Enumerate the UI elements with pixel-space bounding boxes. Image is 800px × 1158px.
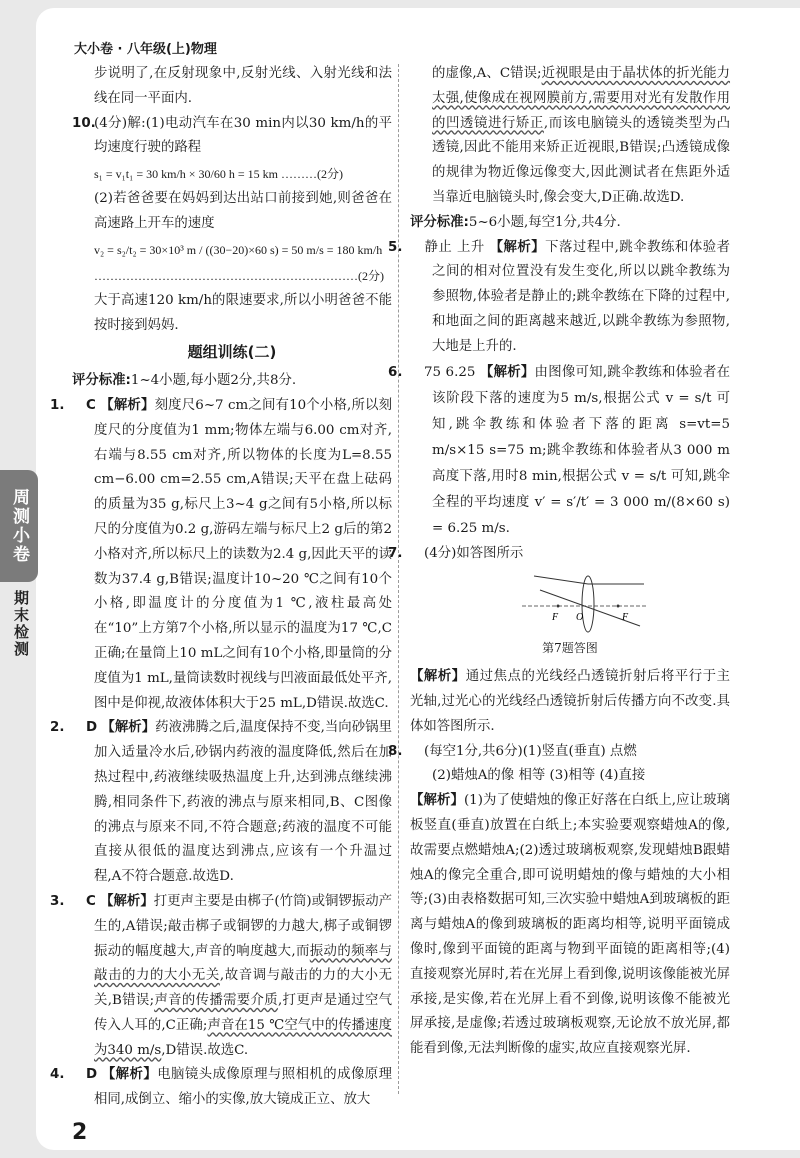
analysis-tag: 【解析】: [410, 793, 464, 809]
analysis-text: 电脑镜头成像原理与照相机的成像原理相同,成倒立、缩小的实像,放大镜成正立、放大: [94, 1067, 393, 1108]
question-2: [50, 716, 392, 890]
question-number: 10.: [72, 115, 96, 131]
analysis-text: ,故音调与敲击的力的大小无关,B错误;: [94, 968, 392, 1009]
column-divider: [398, 64, 400, 1094]
analysis-text: (1)为了使蜡烛的像正好落在白纸上,应让玻璃板竖直(垂直)放置在白纸上;本实验要观察蜡烛A的像,故需要点燃蜡烛A;(2)透过玻璃板观察,发现蜡烛B跟蜡烛A的像完全重合,即可说明蜡烛的像与蜡烛的大小相等;(3)由表格数据可知,三次实验中蜡烛A到玻璃板的距离与蜡烛A的像到玻璃板的距离均相等,说明平面镜成像时,像到平面镜的距离与物到平面镜的距离相等;(4)直接观察光屏时,若在光屏上看到像,说明该像能被光屏承接,是实像,若在光屏上看不到像,说明该像不能被光屏承接,是虚像;若透过玻璃板观察,无论放不放光屏,都能看到像,无法判断像的虚实,故应直接观察光屏.: [410, 793, 731, 1057]
figure-caption: 第7题答图: [542, 641, 598, 656]
analysis-text: ,打更声是通过空气传入人耳的,C正确;: [94, 993, 393, 1033]
q10-intro: (4分)解:(1)电动汽车在30 min内以30 km/h的平均速度行驶的路程: [94, 115, 392, 156]
question-number: 1.: [50, 397, 65, 413]
side-tab-final[interactable]: 期末检测: [12, 590, 30, 658]
section-title: 题组训练(二): [187, 343, 277, 362]
scoring-text: 1~4小题,每小题2分,共8分.: [130, 373, 297, 389]
focal-label-left: F: [552, 612, 559, 624]
question-number: 4.: [50, 1067, 65, 1083]
side-tab-weekly[interactable]: 周测小卷: [0, 470, 38, 582]
key-point-underline: 振动的频率与敲击的力的大小无关: [94, 943, 393, 984]
answer-line-2: (2)蜡烛A的像 相等 (3)相等 (4)直接: [432, 768, 646, 784]
scoring-text: 5~6小题,每空1分,共4分.: [468, 214, 621, 230]
q10-formula-1: s₁ = v₁t₁ = 30 km/h × 30/60 h = 15 km ………(2分): [94, 167, 343, 182]
analysis-text: 药液沸腾之后,温度保持不变,当向砂锅里加入适量冷水后,砂锅内药液的温度降低,然后在加热过程中,药液继续吸热温度上升,达到沸点继续沸腾,相同条件下,药液的沸点与原来相同,B、C图像的沸点与原来不同,不符合题意;药液的温度不可能直接从很低的温度达到沸点,应该有一个升温过程,A不符合题意.故选D.: [94, 720, 392, 885]
key-point-underline: 近视眼是由于晶状体的折光能力太强,使像成在视网膜前方,需要用对光有发散作用的凹透镜进行矫正: [432, 66, 731, 131]
question-1: [50, 394, 393, 716]
question-number: 5.: [388, 239, 403, 255]
key-point-underline: 声音的传播需要介质: [154, 993, 278, 1009]
continued-text: 步说明了,在反射现象中,反射光线、入射光线和法线在同一平面内.: [94, 66, 392, 106]
question-number: 7.: [388, 545, 403, 561]
analysis-text: 由图像可知,跳伞教练和体验者在该阶段下落的速度为5 m/s,根据公式 v = s/t 可知,跳伞教练和体验者下落的距离 s=vt=5 m/s×15 s=75 m;跳伞教练和体验者从3 000 m高度下落,用时8 min,根据公式 v = s/t 可知,跳伞全程的平均速度 v′ = s′/t′ = 3 000 m/(8×60 s) = 6.25 m/s.: [432, 364, 730, 536]
answer: D: [86, 1067, 98, 1083]
page-number: 2: [72, 1120, 88, 1145]
question-10: [72, 112, 392, 162]
incident-ray: [534, 576, 588, 584]
question-8: [388, 740, 730, 765]
scoring-standard: [410, 211, 730, 236]
question-5: [388, 236, 730, 360]
center-label: O: [576, 612, 584, 624]
question-6: [388, 360, 730, 542]
answer: D: [86, 720, 98, 736]
question-4-continued: [410, 62, 730, 211]
answer: C: [86, 893, 96, 909]
question-text: (4分)如答图所示: [424, 545, 524, 561]
scoring-label: 评分标准:: [72, 373, 131, 389]
analysis-tag: 【解析】: [489, 239, 546, 255]
analysis-tag: 【解析】: [479, 364, 535, 380]
analysis-text: 通过焦点的光线经凸透镜折射后将平行于主光轴,过光心的光线经凸透镜折射后传播方向不改变.具体如答图所示.: [410, 669, 731, 734]
q10-conclusion: 大于高速120 km/h的限速要求,所以小明爸爸不能按时接到妈妈.: [94, 292, 392, 333]
analysis-text: ,D错误.故选C.: [161, 1042, 249, 1058]
question-4: [50, 1063, 393, 1113]
question-number: 3.: [50, 893, 65, 909]
analysis-text: ,而该电脑镜头的透镜类型为凸透镜,因此不能用来矫正近视眼,B错误;凸透镜成像的规律为物近像远像变大,因此测试者在焦距外适当靠近电脑镜头时,像会变大,D正确.故选D.: [432, 115, 730, 205]
answer: C: [86, 397, 96, 413]
q7-analysis: [410, 665, 730, 739]
analysis-tag: 【解析】: [100, 893, 154, 909]
scoring-label: 评分标准:: [410, 214, 469, 230]
question-number: 6.: [388, 364, 403, 380]
right-column: [388, 62, 731, 1062]
analysis-tag: 【解析】: [410, 669, 466, 685]
analysis-tag: 【解析】: [101, 720, 156, 736]
analysis-text: 刻度尺6~7 cm之间有10个小格,所以刻度尺的分度值为1 mm;物体左端与6.00 cm对齐,右端与8.55 cm对齐,所以物体的长度为L=8.55 cm−6.00 cm=2.55 cm,A错误;天平在盘上砝码的质量为35 g,标尺上3~4 g之间有5小格,所以标尺的分度值为0.2 g,游码左端与标尺上2 g后的第2小格对齐,所以标尺上的读数为2.4 g,因此天平的读数为37.4 g,B错误;温度计10~20 ℃之间有10个小格,即温度计的分度值为1 ℃,液柱最高处在“10”上方第7个小格,所以显示的温度为17 ℃,C正确;在量筒上10 mL之间有10个小格,即量筒的分度值为1 mL,量筒读数时视线与凹液面最低处平齐,图中是仰视,故液体体积大于25 mL,D错误.故选C.: [94, 397, 393, 711]
answer: 75 6.25: [424, 364, 476, 380]
question-number: 8.: [388, 743, 403, 759]
focal-point-right: [617, 605, 620, 608]
q8-analysis: [410, 789, 730, 1062]
focal-point-left: [557, 605, 560, 608]
q10-part-2: (2)若爸爸要在妈妈到达出站口前接到她,则爸爸在高速路上开车的速度: [94, 191, 392, 231]
answer-line-1: (每空1分,共6分)(1)竖直(垂直) 点燃: [424, 743, 637, 759]
analysis-tag: 【解析】: [101, 1067, 158, 1083]
focal-label-right: F: [622, 612, 629, 624]
analysis-text: 下落过程中,跳伞教练和体验者之间的相对位置没有发生变化,所以以跳伞教练为参照物,体验者是静止的;跳伞教练在下降的过程中,和地面之间的距离越来越近,以跳伞教练为参照物,大地是上升的.: [432, 239, 730, 354]
key-point-underline: 声音在15 ℃空气中的传播速度为340 m/s: [94, 1017, 392, 1058]
question-number: 2.: [50, 720, 65, 736]
analysis-text: 打更声主要是由梆子(竹筒)或铜锣振动产生的,A错误;敲击梆子或铜锣的力越大,梆子或铜锣振动的幅度越大,声音的响度越大,而: [94, 893, 393, 959]
page-header: 大小卷 · 八年级(上)物理: [74, 42, 217, 57]
answer: 静止 上升: [424, 239, 485, 255]
scoring-standard: [72, 369, 392, 394]
question-3: [50, 890, 393, 1064]
lens-ray-diagram: [520, 570, 650, 634]
q10-formula-2: v₂ = s₂/t₂ = 30×10³ m / ((30−20)×60 s) = 50 m/s = 180 km/h: [94, 242, 383, 257]
analysis-text: 的虚像,A、C错误;: [432, 66, 542, 81]
question-7: [388, 542, 730, 567]
left-column: [50, 62, 393, 1113]
analysis-tag: 【解析】: [100, 397, 155, 413]
q10-formula-2-score: …………………………………………………………(2分): [94, 268, 384, 283]
